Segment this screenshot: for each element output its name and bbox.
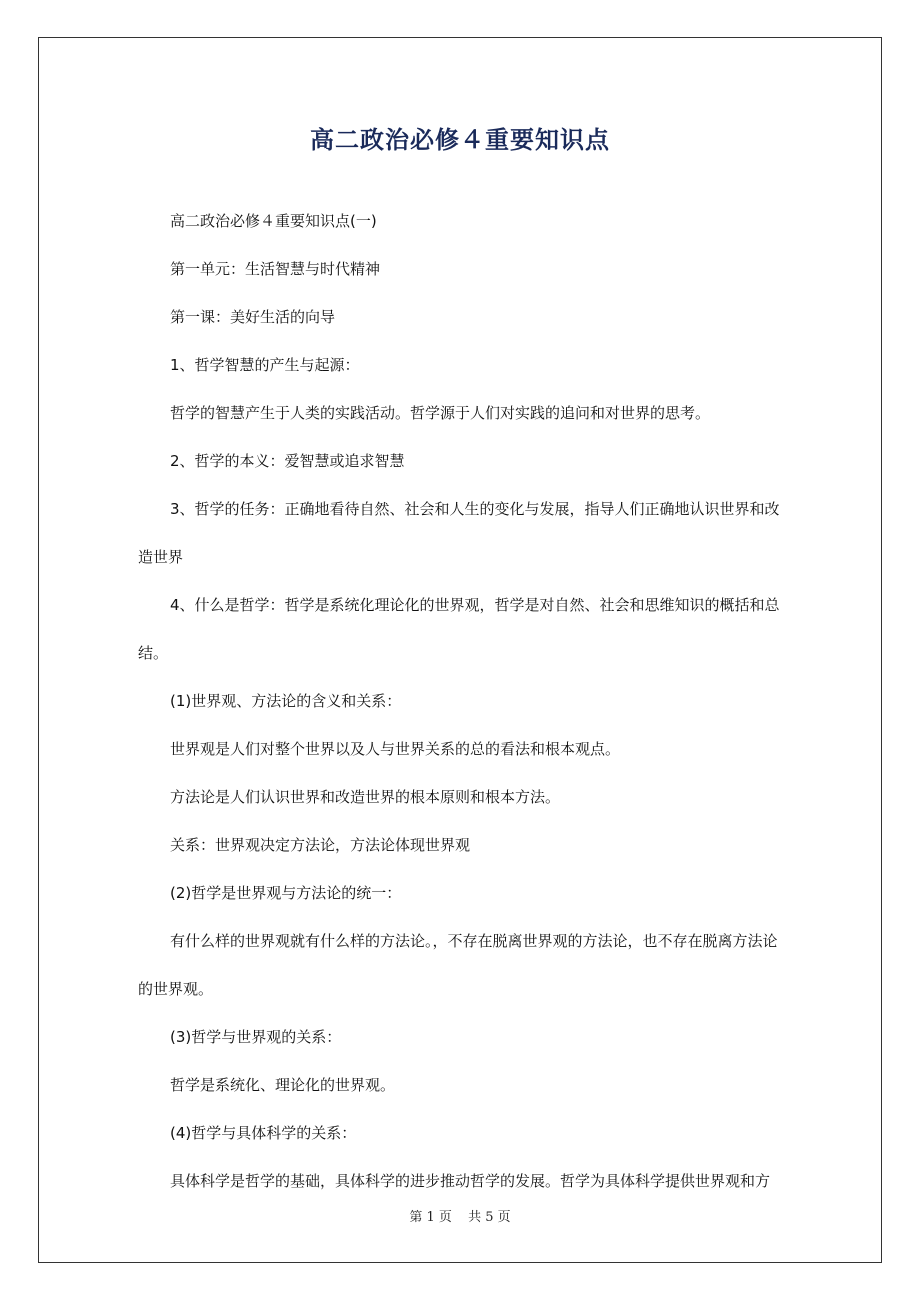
page-number: 第 1 页 <box>409 1210 452 1225</box>
paragraph: 第一课：美好生活的向导 <box>170 308 336 326</box>
paragraph: 哲学的智慧产生于人类的实践活动。哲学源于人们对实践的追问和对世界的思考。 <box>170 404 711 422</box>
page-total: 共 5 页 <box>468 1210 511 1225</box>
paragraph: (4)哲学与具体科学的关系： <box>170 1124 357 1142</box>
paragraph: 2、哲学的本义：爱智慧或追求智慧 <box>170 452 405 470</box>
paragraph: 4、什么是哲学：哲学是系统化理论化的世界观，哲学是对自然、社会和思维知识的概括和总结。 <box>138 596 780 662</box>
paragraph: 1、哲学智慧的产生与起源： <box>170 356 360 374</box>
paragraph: 方法论是人们认识世界和改造世界的根本原则和根本方法。 <box>170 788 561 806</box>
paragraph: (1)世界观、方法论的含义和关系： <box>170 692 402 710</box>
paragraph: 具体科学是哲学的基础，具体科学的进步推动哲学的发展。哲学为具体科学提供世界观和方 <box>170 1172 771 1190</box>
paragraph: 世界观是人们对整个世界以及人与世界关系的总的看法和根本观点。 <box>170 740 621 758</box>
paragraph: 第一单元：生活智慧与时代精神 <box>170 260 381 278</box>
paragraph: (3)哲学与世界观的关系： <box>170 1028 342 1046</box>
document-body <box>138 197 788 1205</box>
document-title: 高二政治必修４重要知识点 <box>310 126 610 154</box>
paragraph: (2)哲学是世界观与方法论的统一： <box>170 884 402 902</box>
page-footer <box>38 1206 882 1225</box>
paragraph: 哲学是系统化、理论化的世界观。 <box>170 1076 396 1094</box>
paragraph: 3、哲学的任务：正确地看待自然、社会和人生的变化与发展，指导人们正确地认识世界和改造世界 <box>138 500 780 566</box>
paragraph: 高二政治必修４重要知识点(一) <box>170 212 377 230</box>
paragraph: 有什么样的世界观就有什么样的方法论。，不存在脱离世界观的方法论，也不存在脱离方法论的世界观。 <box>138 932 778 998</box>
paragraph: 关系：世界观决定方法论，方法论体现世界观 <box>170 836 471 854</box>
